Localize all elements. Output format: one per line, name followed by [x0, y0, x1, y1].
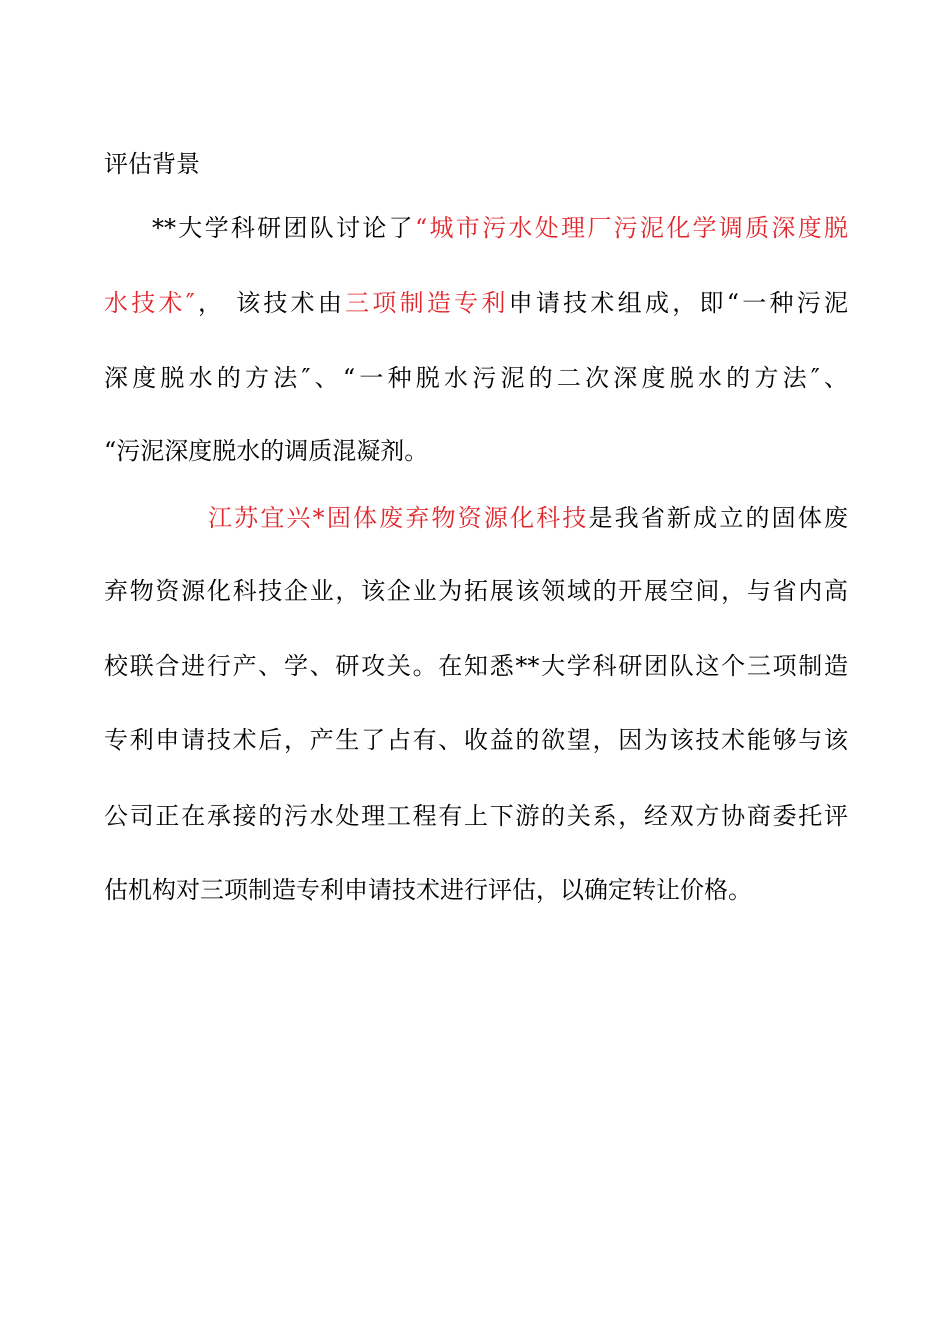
paragraph2-line6: 估机构对三项制造专利申请技术进行评估，以确定转让价格。 — [104, 876, 752, 904]
section-heading: 评估背景 — [104, 150, 200, 178]
p1-patents-red: 三项制造专利 — [345, 289, 509, 317]
paragraph1-line3: 深度脱水的方法″、“一种脱水污泥的二次深度脱水的方法″、 — [104, 364, 848, 392]
p1-text-segment: ， 该技术由 — [194, 289, 346, 317]
paragraph1-line4: “污泥深度脱水的调质混凝剂。 — [104, 437, 429, 465]
paragraph1-line1 — [152, 210, 848, 246]
p2-text-segment: 是我省新成立的固体废 — [588, 504, 848, 532]
paragraph2-line4: 专利申请技术后，产生了占有、收益的欲望，因为该技术能够与该 — [104, 726, 848, 754]
p1-prefix-text: **大学科研团队讨论了 — [152, 214, 415, 242]
paragraph2-line2: 弃物资源化科技企业，该企业为拓展该领域的开展空间，与省内高 — [104, 577, 848, 605]
paragraph2-line1 — [208, 500, 848, 536]
p2-company-name-red: 江苏宜兴*固体废弃物资源化科技 — [208, 504, 589, 532]
p1-text-segment: 申请技术组成，即“一种污泥 — [508, 289, 848, 317]
paragraph2-line5: 公司正在承接的污水处理工程有上下游的关系，经双方协商委托评 — [104, 802, 848, 830]
paragraph2-line3: 校联合进行产、学、研攻关。在知悉**大学科研团队这个三项制造 — [104, 652, 848, 680]
p1-technology-title-end-red: 水技术″ — [104, 289, 195, 317]
p1-technology-title-red: “城市污水处理厂污泥化学调质深度脱 — [414, 214, 848, 242]
paragraph1-line2 — [104, 285, 848, 321]
